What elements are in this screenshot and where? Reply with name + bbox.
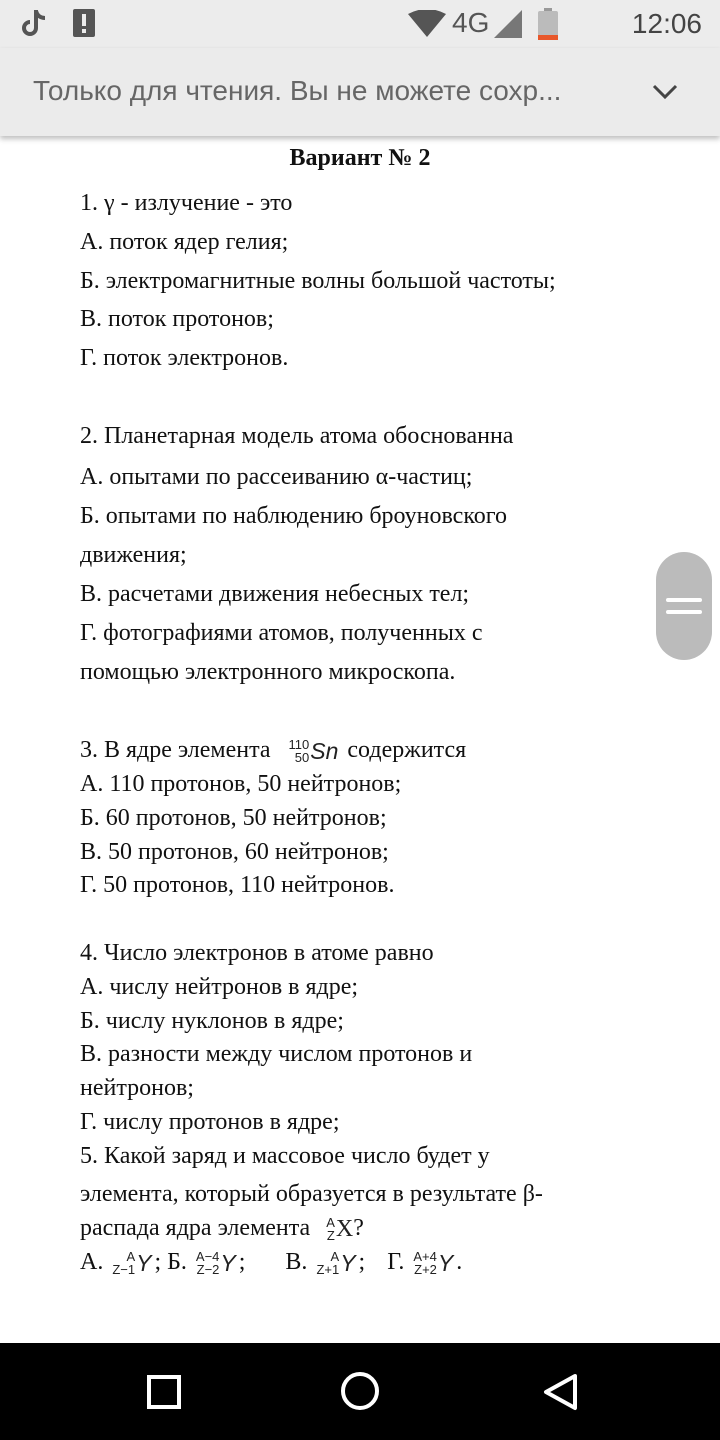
q3-question-pre: 3. В ядре элемента bbox=[80, 737, 271, 763]
chevron-down-icon[interactable] bbox=[651, 83, 679, 101]
q3-option-a: А. 110 протонов, 50 нейтронов; bbox=[80, 771, 402, 797]
nuclide-charge: 50 bbox=[294, 750, 310, 766]
q1-option-d: Г. поток электронов. bbox=[80, 345, 289, 371]
q4-option-c-line1: В. разности между числом протонов и bbox=[80, 1041, 473, 1067]
tin-nuclide-notation bbox=[289, 736, 339, 766]
q5-option-c bbox=[285, 1249, 371, 1278]
q5-options bbox=[80, 1247, 462, 1278]
back-button[interactable] bbox=[541, 1372, 579, 1412]
option-mass: A bbox=[126, 1249, 136, 1265]
nuclide-x-symbol: X bbox=[335, 1216, 354, 1243]
q5-line3-pre: распада ядра элемента bbox=[80, 1215, 311, 1241]
q4-option-c-line2: нейтронов; bbox=[80, 1075, 194, 1101]
q1-option-b: Б. электромагнитные волны большой частоты; bbox=[80, 268, 556, 294]
clock: 12:06 bbox=[631, 8, 702, 39]
banner-text: Только для чтения. Вы не можете сохр... bbox=[33, 75, 562, 106]
scroll-grip-line bbox=[666, 610, 702, 614]
option-symbol: Y bbox=[340, 1250, 356, 1277]
q2-option-b-line1: Б. опытами по наблюдению броуновского bbox=[80, 503, 508, 529]
q1-question: 1. γ - излучение - это bbox=[80, 190, 293, 216]
option-nuclide bbox=[413, 1248, 453, 1278]
q3-option-c: В. 50 протонов, 60 нейтронов; bbox=[80, 839, 389, 865]
q5-line3 bbox=[80, 1213, 364, 1244]
option-nuclide bbox=[112, 1248, 151, 1278]
option-charge: Z−1 bbox=[112, 1262, 136, 1278]
q5-line3-post: ? bbox=[353, 1215, 364, 1241]
q1-option-c: В. поток протонов; bbox=[80, 306, 274, 332]
option-label: А. bbox=[80, 1249, 104, 1275]
option-nuclide bbox=[316, 1248, 355, 1278]
option-punct: . bbox=[456, 1249, 463, 1275]
option-charge: Z+2 bbox=[414, 1262, 437, 1278]
fast-scroll-handle[interactable] bbox=[656, 552, 712, 660]
q5-option-d bbox=[387, 1249, 463, 1278]
signal-icon bbox=[494, 10, 522, 38]
recent-apps-button[interactable] bbox=[146, 1374, 182, 1410]
q2-option-c: В. расчетами движения небесных тел; bbox=[80, 581, 470, 607]
q5-line2: элемента, который образуется в результате β- bbox=[80, 1181, 543, 1207]
option-mass: A−4 bbox=[195, 1249, 220, 1265]
option-charge: Z−2 bbox=[196, 1262, 220, 1278]
option-symbol: Y bbox=[136, 1250, 152, 1277]
q5-line1: 5. Какой заряд и массовое число будет у bbox=[80, 1143, 490, 1169]
q3-question bbox=[80, 735, 466, 766]
option-symbol: Y bbox=[437, 1250, 454, 1277]
option-mass: A+4 bbox=[413, 1249, 437, 1265]
read-only-banner[interactable] bbox=[0, 48, 720, 136]
document-title: Вариант № 2 bbox=[289, 145, 431, 171]
q1-option-a: А. поток ядер гелия; bbox=[80, 229, 289, 255]
q3-question-post: содержится bbox=[347, 737, 467, 763]
option-punct: ; bbox=[154, 1249, 162, 1275]
option-mass: A bbox=[330, 1249, 340, 1265]
option-charge: Z+1 bbox=[316, 1262, 340, 1278]
option-punct: ; bbox=[238, 1249, 246, 1275]
wifi-icon bbox=[408, 10, 446, 38]
nuclide-x-mass: A bbox=[326, 1215, 335, 1231]
q2-option-d-line2: помощью электронного микроскопа. bbox=[80, 659, 456, 685]
q5-option-a bbox=[80, 1249, 167, 1278]
document-page bbox=[0, 137, 720, 1343]
q3-option-b: Б. 60 протонов, 50 нейтронов; bbox=[80, 805, 387, 831]
q5-option-b bbox=[167, 1249, 251, 1278]
nuclide-symbol: Sn bbox=[310, 738, 339, 765]
scroll-grip-line bbox=[666, 598, 702, 602]
option-label: Г. bbox=[387, 1249, 405, 1275]
option-punct: ; bbox=[358, 1249, 366, 1275]
q4-question: 4. Число электронов в атоме равно bbox=[80, 940, 434, 966]
q4-option-b: Б. числу нуклонов в ядре; bbox=[80, 1008, 344, 1034]
network-type: 4G bbox=[452, 7, 490, 38]
home-button[interactable] bbox=[340, 1371, 380, 1411]
q2-option-b-line2: движения; bbox=[80, 542, 187, 568]
option-label: Б. bbox=[167, 1249, 187, 1275]
navigation-bar bbox=[0, 1343, 720, 1440]
q4-option-a: А. числу нейтронов в ядре; bbox=[80, 974, 359, 1000]
battery-icon bbox=[538, 8, 558, 40]
option-symbol: Y bbox=[220, 1250, 236, 1277]
nuclide-x-charge: Z bbox=[326, 1228, 335, 1244]
option-label: В. bbox=[285, 1249, 308, 1275]
tiktok-icon bbox=[22, 8, 48, 38]
x-nuclide-notation bbox=[326, 1214, 353, 1244]
q2-option-a: А. опытами по рассеиванию α-частиц; bbox=[80, 464, 473, 490]
nuclide-mass: 110 bbox=[288, 737, 310, 753]
alert-notification-icon bbox=[72, 8, 96, 38]
q2-option-d-line1: Г. фотографиями атомов, полученных с bbox=[80, 620, 483, 646]
status-bar bbox=[0, 0, 720, 48]
q2-question: 2. Планетарная модель атома обоснованна bbox=[80, 423, 514, 449]
option-nuclide bbox=[196, 1248, 236, 1278]
q3-option-d: Г. 50 протонов, 110 нейтронов. bbox=[80, 872, 395, 898]
q4-option-d: Г. числу протонов в ядре; bbox=[80, 1109, 340, 1135]
